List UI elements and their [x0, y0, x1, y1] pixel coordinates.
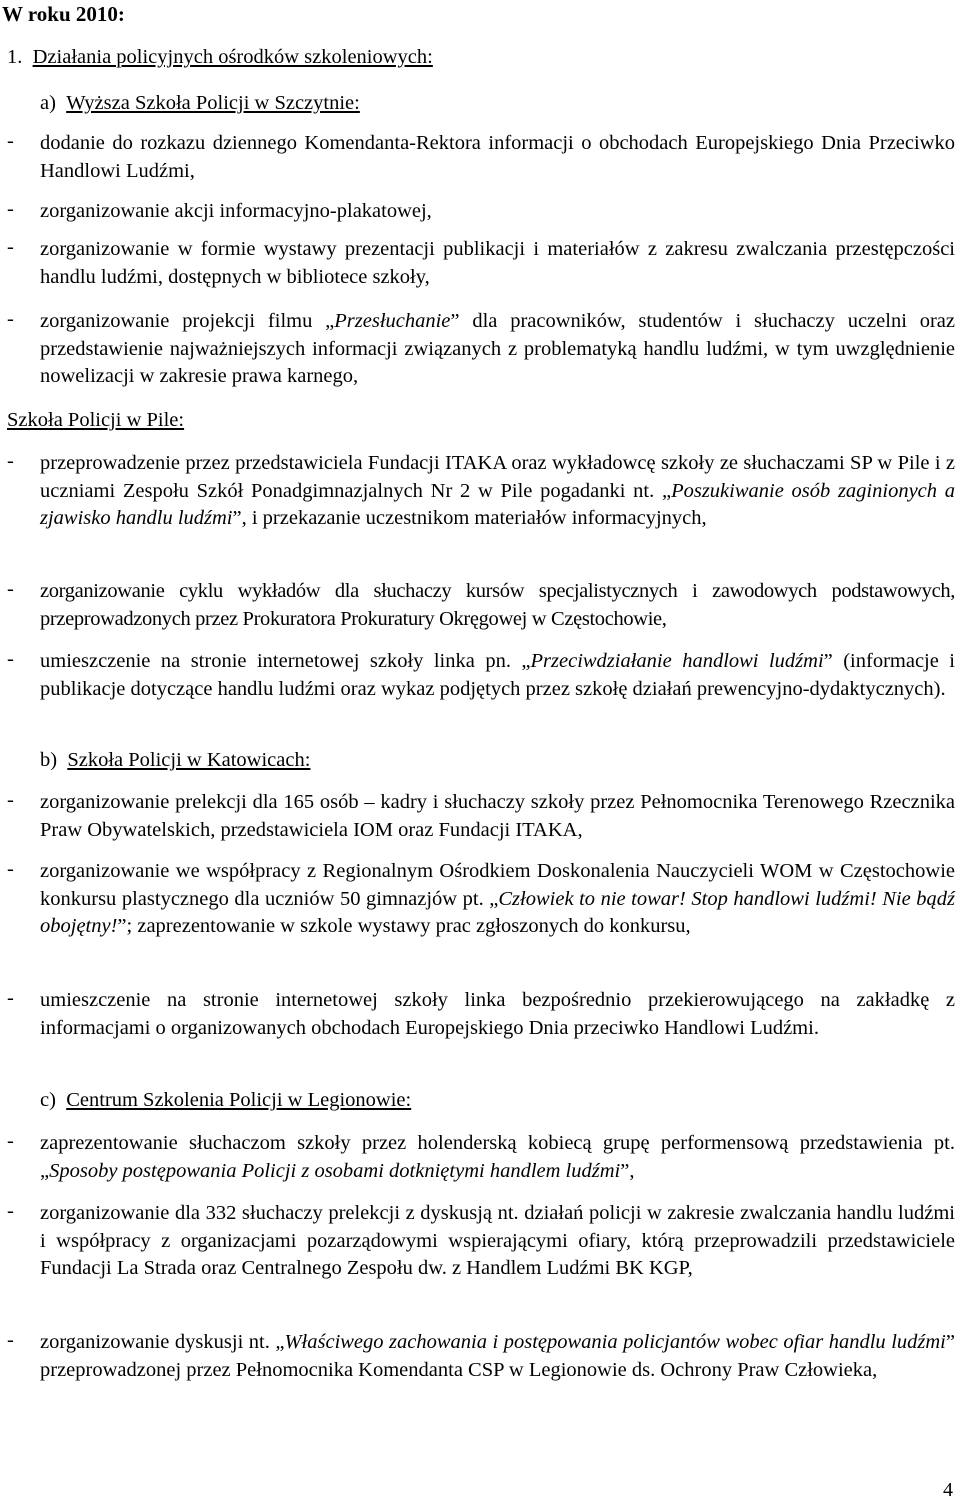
- list-dash: -: [7, 308, 14, 330]
- list-dash: -: [7, 1200, 14, 1222]
- italic-title: Przeciwdziałanie handlowi ludźmi: [530, 650, 824, 672]
- text-segment: zaprezentowanie słuchaczom szkoły przez holenderską kobiecą grupę performensową przedstawienia pt. „: [40, 1132, 955, 1182]
- subsection-title: Wyższa Szkoła Policji w Szczytnie:: [66, 92, 360, 114]
- text-segment: ” (informacje i publikacje dotyczące handlu ludźmi oraz wykaz podjętych przez szkołę działań prewencyjno-dydaktycznych).: [40, 650, 955, 700]
- text-segment: ” dla pracowników, studentów i słuchaczy uczelni oraz przedstawienie najważniejszych informacji związanych z problematyką handlu ludźmi, w tym uwzględnienie nowelizacji w zakresie prawa karnego,: [40, 310, 955, 387]
- list-item-text: [40, 858, 955, 941]
- text-segment: ”; zaprezentowanie w szkole wystawy prac zgłoszonych do konkursu,: [117, 915, 691, 937]
- list-dash: -: [7, 198, 14, 220]
- list-dash: -: [7, 236, 14, 258]
- list-item-text: [40, 648, 955, 703]
- school-title: Szkoła Policji w Pile:: [7, 409, 185, 431]
- list-item-text: zorganizowanie w formie wystawy prezentacji publikacji i materiałów z zakresu zwalczania przestępczości handlu ludźmi, dostępnych w bibliotece szkoły,: [40, 238, 955, 288]
- list-item-text: zorganizowanie akcji informacyjno-plakatowej,: [40, 200, 432, 222]
- list-item-text: dodanie do rozkazu dziennego Komendanta-Rektora informacji o obchodach Europejskiego Dnia Przeciwko Handlowi Ludźmi,: [40, 132, 955, 182]
- text-segment: przeprowadzenie przez przedstawiciela Fundacji ITAKA oraz wykładowcę szkoły ze słuchaczami SP w Pile i z uczniami Zespołu Szkół Ponadgimnazjalnych Nr 2 w Pile pogadanki nt. „: [40, 452, 955, 502]
- list-dash: -: [7, 858, 14, 880]
- school-heading: [7, 409, 184, 432]
- text-segment: zorganizowanie we współpracy z Regionalnym Ośrodkiem Doskonalenia Nauczycieli WOM w Częstochowie konkursu plastycznego dla uczniów 50 gimnazjów pt. „: [40, 860, 955, 910]
- list-dash: -: [7, 578, 14, 600]
- subsection-b-heading: [40, 749, 310, 772]
- list-dash: -: [7, 450, 14, 472]
- list-item-text: [40, 1130, 955, 1185]
- text-segment: ” przeprowadzonej przez Pełnomocnika Komendanta CSP w Legionowie ds. Ochrony Praw Człowieka,: [40, 1331, 955, 1381]
- subsection-title: Centrum Szkolenia Policji w Legionowie:: [66, 1089, 412, 1111]
- italic-title: Właściwego zachowania i postępowania policjantów wobec ofiar handlu ludźmi: [284, 1331, 946, 1353]
- text-segment: ”,: [620, 1159, 635, 1182]
- list-item-text: zorganizowanie cyklu wykładów dla słuchaczy kursów specjalistycznych i zawodowych podstawowych, przeprowadzonych przez Prokuratora Prokuratury Okręgowej w Częstochowie,: [40, 580, 955, 630]
- subsection-letter: c): [40, 1089, 56, 1111]
- list-dash: -: [7, 1329, 14, 1351]
- section-1-heading: [7, 46, 433, 69]
- italic-title: Sposoby postępowania Policji z osobami dotkniętymi handlem ludźmi: [49, 1159, 621, 1182]
- list-dash: -: [7, 130, 14, 152]
- list-item-text: zorganizowanie dla 332 słuchaczy prelekcji z dyskusją nt. działań policji w zakresie zwalczania handlu ludźmi i współpracy z organizacjami pozarządowymi wspierającymi ofiary, którą przeprowadzili przedstawiciele Fundacji La Strada oraz Centralnego Zespołu dw. z Handlem Ludźmi BK KGP,: [40, 1202, 955, 1279]
- page-heading: W roku 2010:: [2, 2, 125, 26]
- text-segment: umieszczenie na stronie internetowej szkoły linka pn. „: [40, 650, 531, 672]
- text-segment: zorganizowanie projekcji filmu „: [40, 310, 335, 332]
- list-item-text: umieszczenie na stronie internetowej szkoły linka bezpośrednio przekierowującego na zakładkę z informacjami o organizowanych obchodach Europejskiego Dnia przeciwko Handlowi Ludźmi.: [40, 989, 955, 1039]
- subsection-a-heading: [40, 92, 360, 115]
- list-dash: -: [7, 1130, 14, 1152]
- list-dash: -: [7, 648, 14, 670]
- text-segment: zorganizowanie dyskusji nt. „: [40, 1331, 285, 1353]
- subsection-letter: a): [40, 92, 56, 114]
- list-item-text: [40, 1329, 955, 1384]
- list-item-text: zorganizowanie prelekcji dla 165 osób – kadry i słuchaczy szkoły przez Pełnomocnika Terenowego Rzecznika Praw Obywatelskich, przedstawiciela IOM oraz Fundacji ITAKA,: [40, 791, 955, 841]
- list-dash: -: [7, 789, 14, 811]
- section-number: 1.: [7, 46, 23, 68]
- subsection-title: Szkoła Policji w Katowicach:: [67, 749, 311, 771]
- text-segment: ”, i przekazanie uczestnikom materiałów informacyjnych,: [232, 507, 707, 529]
- list-item-text: [40, 450, 955, 533]
- list-dash: -: [7, 987, 14, 1009]
- subsection-c-heading: [40, 1089, 411, 1112]
- list-item-text: [40, 308, 955, 391]
- page-number: 4: [943, 1479, 953, 1501]
- italic-title: Przesłuchanie: [334, 310, 451, 332]
- subsection-letter: b): [40, 749, 58, 771]
- italic-title: Poszukiwanie osób zaginionych a zjawisko handlu ludźmi: [40, 479, 955, 529]
- section-title: Działania policyjnych ośrodków szkoleniowych:: [32, 46, 433, 68]
- italic-title: Człowiek to nie towar! Stop handlowi ludźmi! Nie bądź obojętny!: [40, 887, 955, 937]
